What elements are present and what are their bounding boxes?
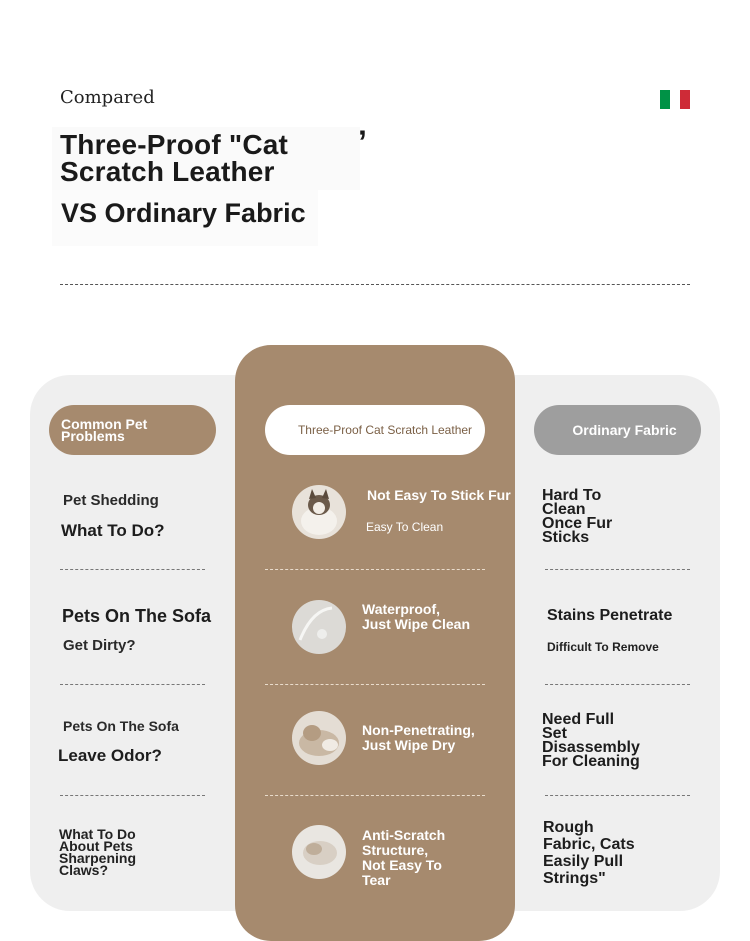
row2-left-a: Pets On The Sofa (62, 606, 212, 626)
page-title-line2: VS Ordinary Fabric (61, 198, 306, 228)
row1-left-b: What To Do? (61, 521, 165, 540)
row4-left: What To Do About Pets Sharpening Claws? (59, 826, 137, 878)
row3-right: Need Full Set Disassembly For Cleaning (542, 711, 640, 770)
common-pet-problems-header (49, 405, 216, 455)
row1-left-a: Pet Shedding (63, 492, 159, 509)
row-divider (60, 569, 205, 570)
row-divider (265, 569, 485, 570)
leather-header (265, 405, 485, 455)
title-quote-mark: ’ (358, 124, 367, 160)
row2-right-b: Difficult To Remove (547, 640, 659, 654)
row3-left-b: Leave Odor? (58, 746, 162, 765)
ordinary-fabric-header (534, 405, 701, 455)
cat-on-sofa-icon (292, 711, 346, 765)
row-divider (60, 684, 205, 685)
right-header-label: Ordinary Fabric (572, 422, 677, 438)
cat-paw-icon (292, 825, 346, 879)
row1-mid-sub: Easy To Clean (366, 520, 444, 534)
row2-mid-title: Waterproof, Just Wipe Clean (362, 601, 471, 632)
leather-swatch-icon (292, 600, 346, 654)
italy-flag-icon (660, 90, 690, 109)
compared-label: Compared (60, 87, 155, 108)
row3-left-a: Pets On The Sofa (63, 718, 179, 734)
row3-mid-title: Non-Penetrating, Just Wipe Dry (362, 722, 475, 753)
header-divider (60, 284, 690, 285)
row1-mid-title: Not Easy To Stick Fur (367, 487, 511, 503)
row2-left-b: Get Dirty? (63, 637, 136, 654)
row-divider (265, 795, 485, 796)
page-title-line1: Three-Proof "Cat Scratch Leather (60, 129, 289, 187)
row-divider (60, 795, 205, 796)
row4-right: Rough Fabric, Cats Easily Pull Strings" (543, 819, 635, 887)
row2-right-a: Stains Penetrate (547, 607, 673, 624)
cat-photo-icon (292, 485, 346, 539)
left-header-label: Common Pet Problems (61, 416, 148, 444)
row-divider (265, 684, 485, 685)
row-divider (545, 569, 690, 570)
row4-mid-title: Anti-Scratch Structure, Not Easy To Tear (362, 827, 446, 888)
row1-right: Hard To Clean Once Fur Sticks (542, 487, 613, 546)
row-divider (545, 684, 690, 685)
row-divider (545, 795, 690, 796)
middle-header-label: Three-Proof Cat Scratch Leather (297, 423, 473, 437)
